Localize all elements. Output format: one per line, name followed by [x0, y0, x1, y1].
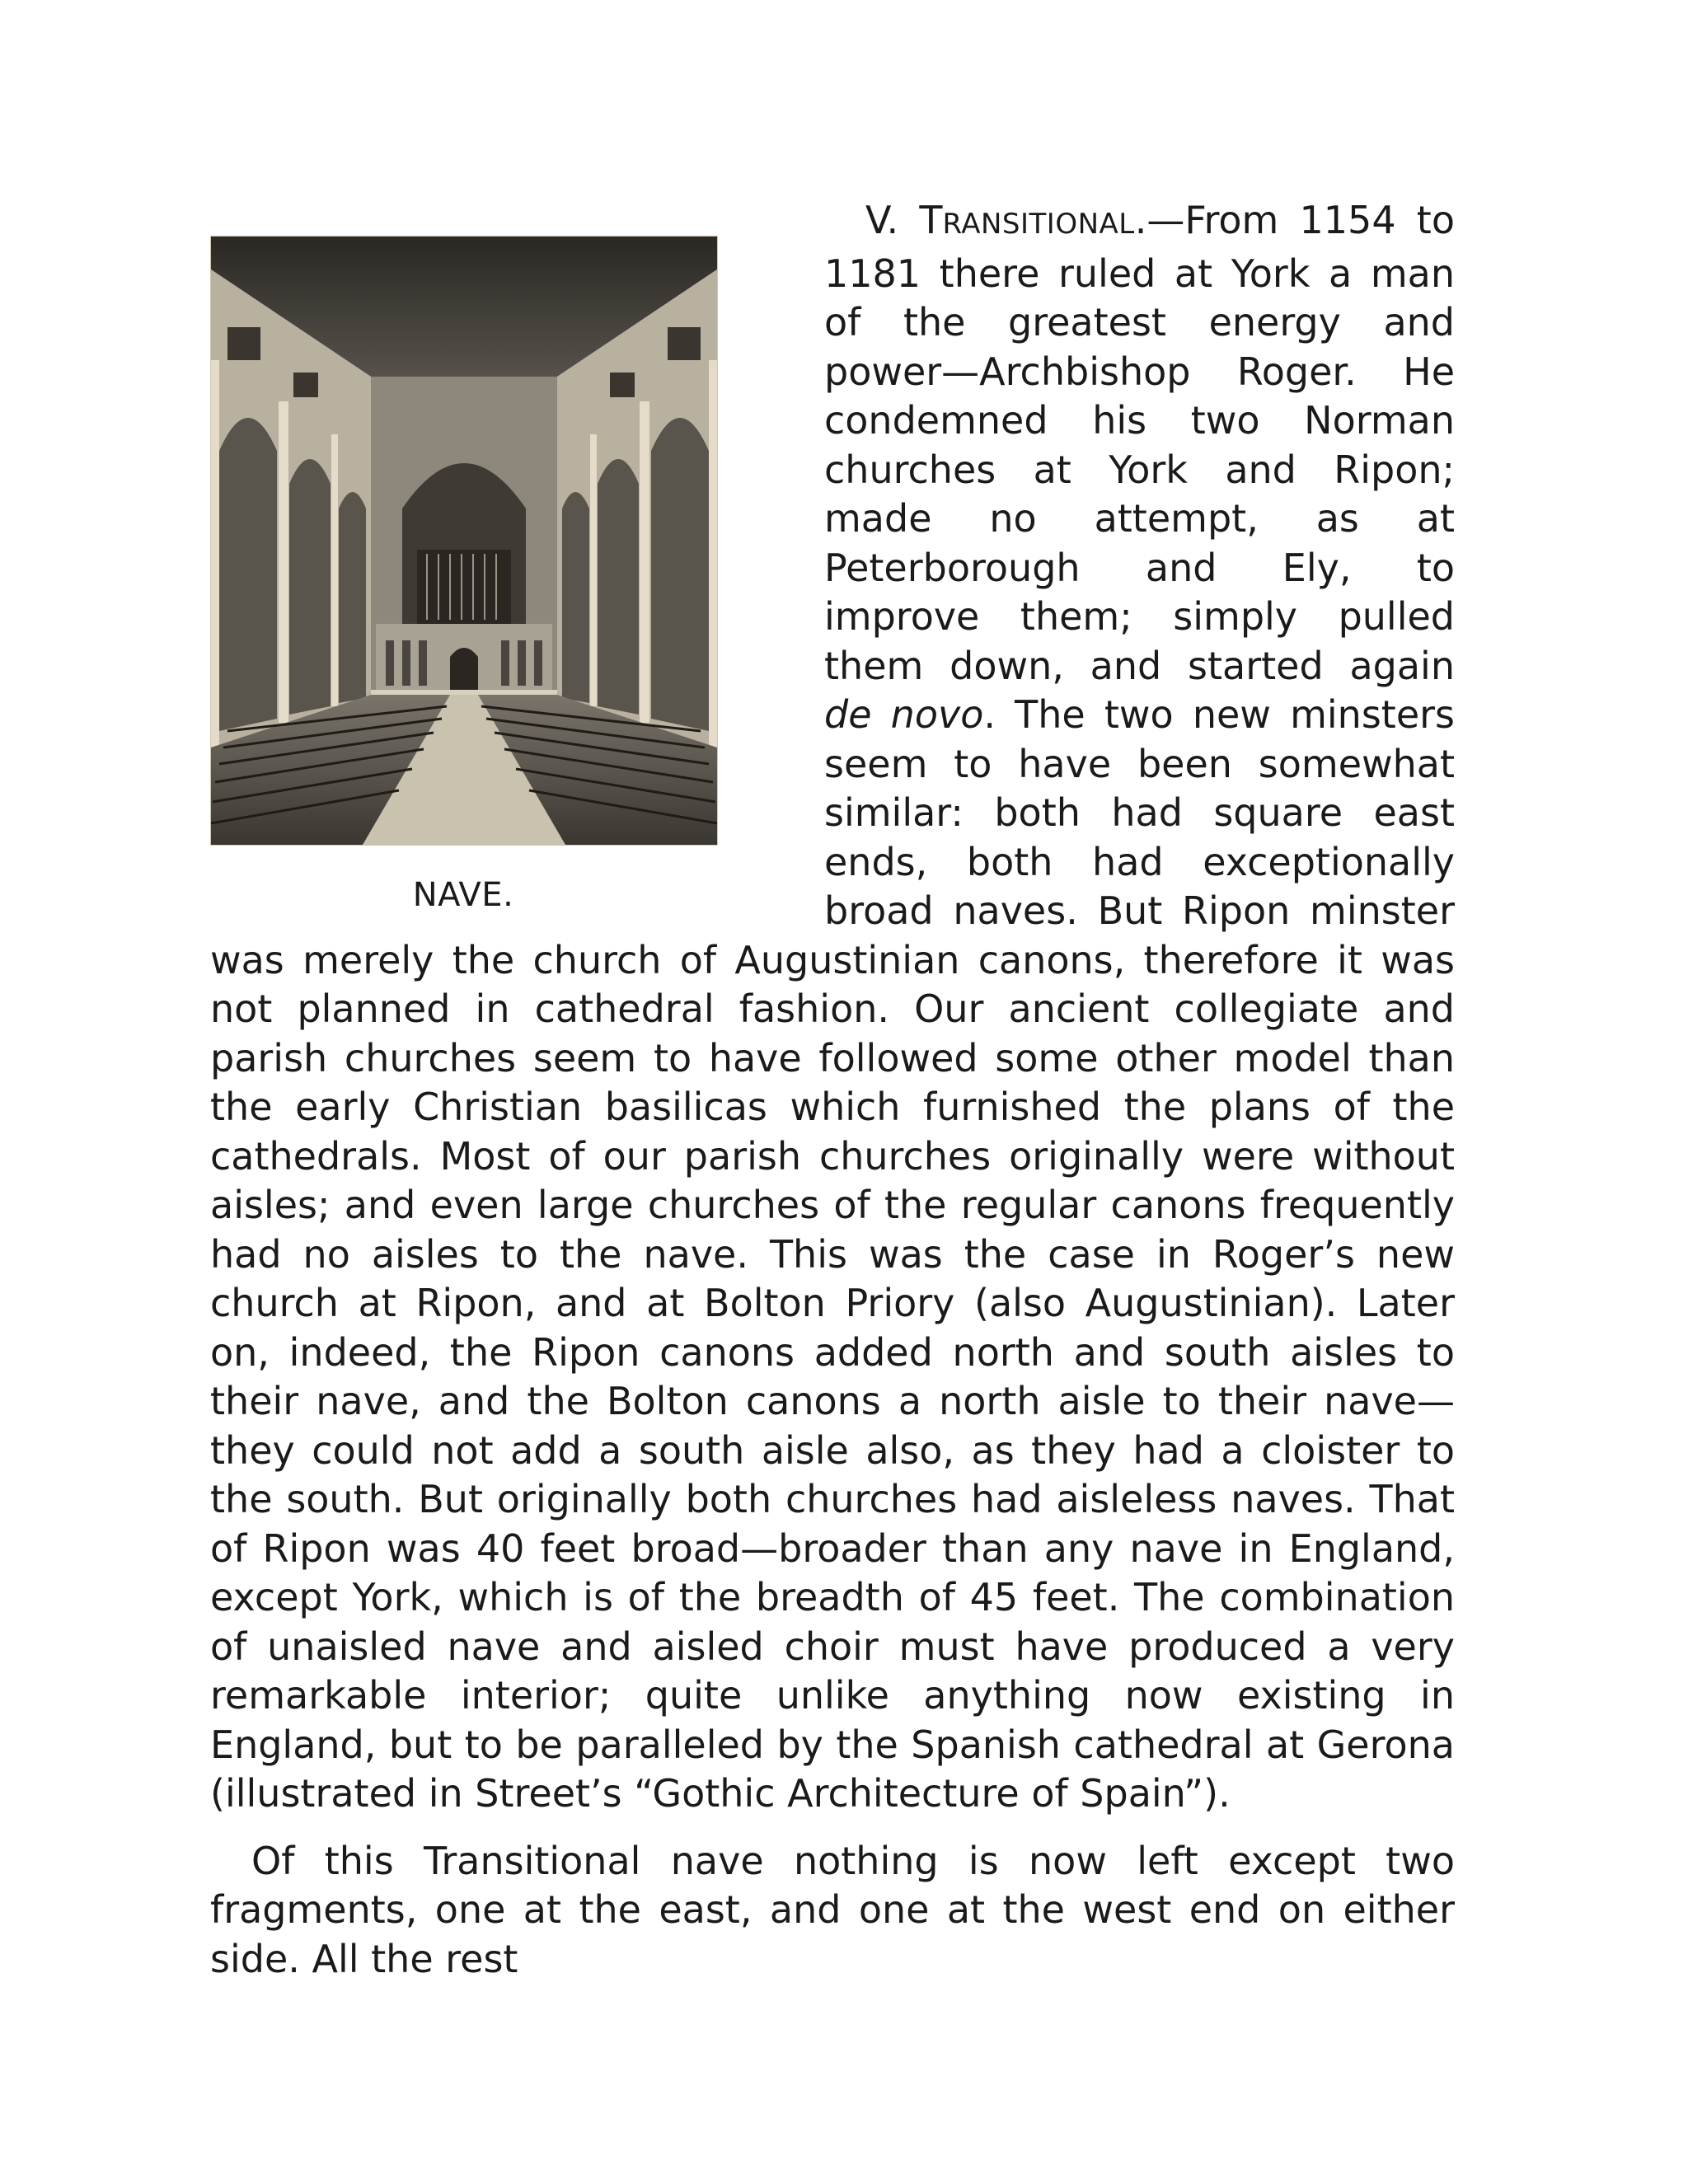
nave-figure: [210, 236, 824, 915]
paragraph-rest: . The two new minsters seem to have been somewhat similar: both had square east ends, both had exceptionally broad naves. But Ripon minster was merely the church of Augustinian canons, therefore it was not planned in cathedral fashion. Our ancient collegiate and parish churches seem to have followed some other model than the early Christian basilicas which furnished the plans of the cathedrals. Most of our parish churches originally were without aisles; and even large churches of the regular canons frequently had no aisles to the nave. This was the case in Roger’s new church at Ripon, and at Bolton Priory (also Augustinian). Later on, indeed, the Ripon canons added north and south aisles to their nave, and the Bolton canons a north aisle to their nave—they could not add a south aisle also, as they had a cloister to the south. But originally both churches had aisleless naves. That of Ripon was 40 feet broad—broader than any nave in England, except York, which is of the breadth of 45 feet. The combination of unaisled nave and aisled choir must have produced a very remarkable interior; quite unlike anything now existing in England, but to be paralleled by the Spanish cathedral at Gerona (illustrated in Street’s “Gothic Architecture of Spain”).: [210, 692, 1455, 1816]
section-number: V.: [865, 198, 920, 242]
section-heading-initial: T: [919, 198, 943, 242]
nave-illustration: [210, 236, 718, 846]
cathedral-nave-engraving: [211, 237, 717, 845]
section-heading: RANSITIONAL: [942, 208, 1135, 241]
paragraph-nave-remains: Of this Transitional nave nothing is now left except two fragments, one at the east, and one at the west end on either side. All the rest: [210, 1838, 1455, 1981]
page-body: [210, 196, 1455, 1984]
figure-caption: NAVE.: [412, 876, 514, 914]
italic-phrase: de novo: [824, 692, 984, 737]
paragraph-lead: .—From 1154 to 1181 there ruled at York a man of the greatest energy and power—Archbishop Roger. He condemned his two Norman churches at York and Ripon; made no attempt, as at Peterborough and Ely, to improve them; simply pulled them down, and started again: [824, 198, 1455, 688]
